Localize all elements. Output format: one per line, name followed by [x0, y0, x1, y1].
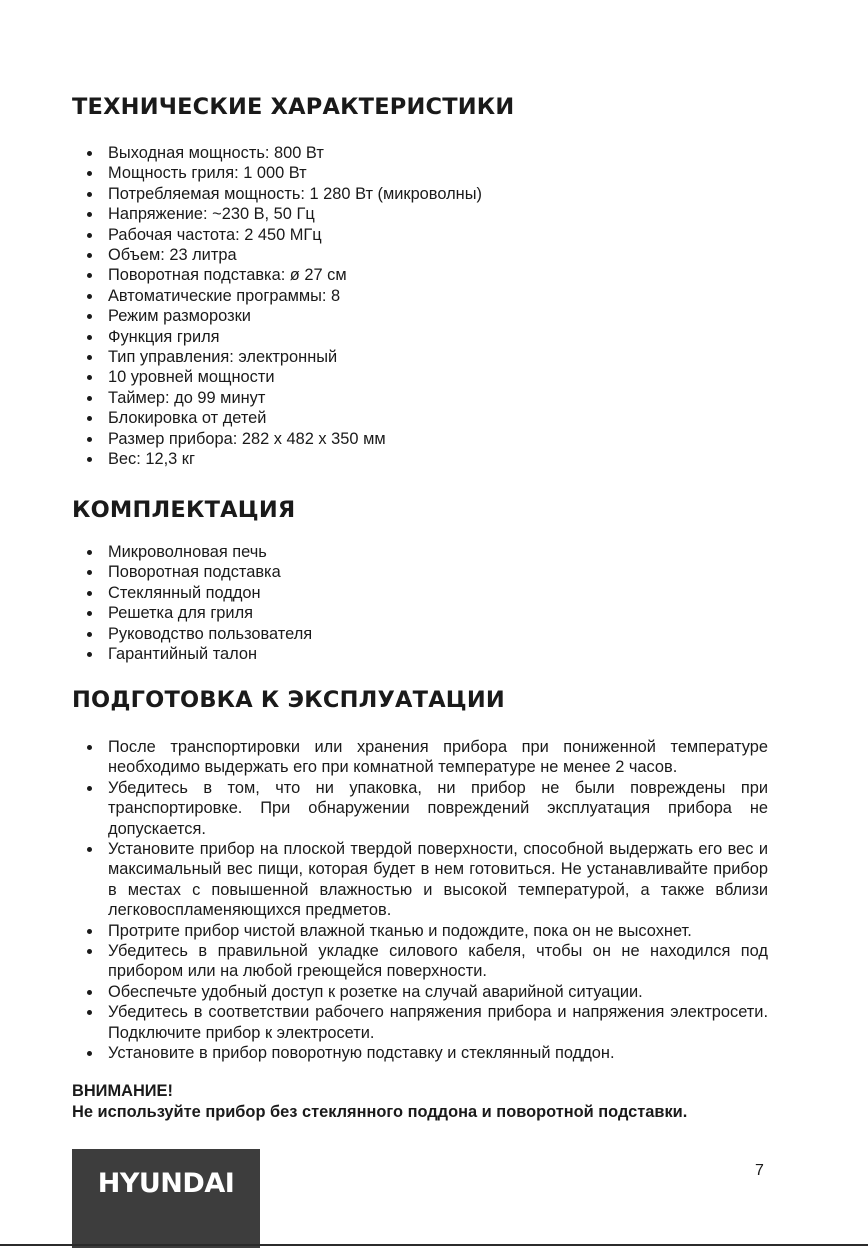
- page-number: 7: [755, 1162, 764, 1179]
- list-item: Убедитесь в правильной укладке силового кабеля, чтобы он не находился под прибором или на любой греющейся поверхности.: [86, 941, 768, 982]
- logo-text: HYUNDAI: [97, 1168, 235, 1199]
- list-item: Объем: 23 литра: [86, 245, 768, 265]
- list-item: Функция гриля: [86, 327, 768, 347]
- bottom-divider: [0, 1244, 868, 1246]
- list-item: Таймер: до 99 минут: [86, 388, 768, 408]
- preparation-title: ПОДГОТОВКА К ЭКСПЛУАТАЦИИ: [72, 687, 505, 713]
- preparation-list: [86, 737, 768, 1064]
- list-item: Поворотная подставка: [86, 562, 768, 582]
- list-item: Вес: 12,3 кг: [86, 449, 768, 469]
- list-item: Установите прибор на плоской твердой поверхности, способной выдержать его вес и максимальный вес пищи, которая будет в нем готовиться. Не устанавливайте прибор в местах с повышенной влажностью и высокой температурой, а также вблизи легковоспламеняющихся предметов.: [86, 839, 768, 921]
- list-item: Микроволновая печь: [86, 542, 768, 562]
- list-item: Решетка для гриля: [86, 603, 768, 623]
- package-title: КОМПЛЕКТАЦИЯ: [72, 497, 296, 523]
- list-item: Убедитесь в том, что ни упаковка, ни прибор не были повреждены при транспортировке. При обнаружении повреждений эксплуатация прибора не допускается.: [86, 778, 768, 839]
- list-item: Тип управления: электронный: [86, 347, 768, 367]
- warning-block: [72, 1081, 687, 1122]
- list-item: Размер прибора: 282 х 482 х 350 мм: [86, 429, 768, 449]
- list-item: Рабочая частота: 2 450 МГц: [86, 225, 768, 245]
- list-item: После транспортировки или хранения прибора при пониженной температуре необходимо выдержать его при комнатной температуре не менее 2 часов.: [86, 737, 768, 778]
- package-list: [86, 542, 768, 664]
- list-item: Мощность гриля: 1 000 Вт: [86, 163, 768, 183]
- specs-title: ТЕХНИЧЕСКИЕ ХАРАКТЕРИСТИКИ: [72, 94, 515, 120]
- list-item: Режим разморозки: [86, 306, 768, 326]
- list-item: Убедитесь в соответствии рабочего напряжения прибора и напряжения электросети. Подключите прибор к электросети.: [86, 1002, 768, 1043]
- list-item: Гарантийный талон: [86, 644, 768, 664]
- list-item: Протрите прибор чистой влажной тканью и подождите, пока он не высохнет.: [86, 921, 768, 941]
- list-item: Потребляемая мощность: 1 280 Вт (микроволны): [86, 184, 768, 204]
- list-item: Поворотная подставка: ø 27 см: [86, 265, 768, 285]
- list-item: Автоматические программы: 8: [86, 286, 768, 306]
- list-item: Блокировка от детей: [86, 408, 768, 428]
- list-item: 10 уровней мощности: [86, 367, 768, 387]
- list-item: Напряжение: ~230 В, 50 Гц: [86, 204, 768, 224]
- warning-heading: ВНИМАНИЕ!: [72, 1082, 173, 1100]
- list-item: Руководство пользователя: [86, 624, 768, 644]
- list-item: Стеклянный поддон: [86, 583, 768, 603]
- brand-logo: [72, 1149, 260, 1248]
- list-item: Обеспечьте удобный доступ к розетке на случай аварийной ситуации.: [86, 982, 768, 1002]
- list-item: Выходная мощность: 800 Вт: [86, 143, 768, 163]
- specs-list: [86, 143, 768, 470]
- warning-text: Не используйте прибор без стеклянного поддона и поворотной подставки.: [72, 1102, 688, 1121]
- list-item: Установите в прибор поворотную подставку и стеклянный поддон.: [86, 1043, 768, 1063]
